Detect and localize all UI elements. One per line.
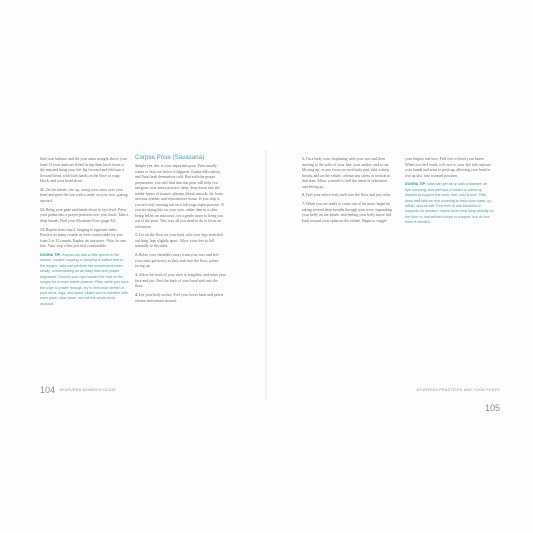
right-folio — [400, 381, 500, 417]
step-text: Relax your shoulders away from your ears and feel your arms get heavy as they sink into the floor, palms facing up. — [135, 253, 219, 269]
step-text: Repeat from step 2, lunging to opposite sides. Practice as many rounds as feels comfortable for you from 2 to 12 rounds. Kapha, do one more. Pitta, do one less. Vata, stop when you feel comfortable. — [40, 227, 126, 249]
section-heading: Corpse Pose (Savasana) — [135, 154, 205, 161]
running-head: AYURVEDA PRACTICES AND YOGA POSES — [416, 387, 500, 392]
left-page-column-2 — [135, 154, 226, 307]
step-text: Bring your gaze and hands down to eye level. Press your palms into a prayer position over your heart. Take a deep breath. Find your Mountain Pose (page 94). — [40, 207, 129, 223]
left-page — [0, 0, 266, 533]
paragraph: Simple yes, this is your important pose. Pitta usually wants to skip out before it happens. Kapha falls asleep, and Vata finds themselves cold. But with the proper preparation, you will find that this pose will help you integrate your entire practice deep, deep down into the tender layers of tissues: plasma, blood, muscle, fat, bone, nervous system, and reproductive tissue. If you skip it, you are truly missing out on a full yoga asana practice. If you are doing this on your own, rather than in a class being led by an instructor, set a gentle timer to bring you out of the pose. This way all you need to do is focus on relaxation. — [135, 164, 224, 229]
page-number: 105 — [484, 402, 500, 413]
right-page-column-1 — [302, 157, 392, 228]
step-text: Lie on the floor on your back with your legs stretched out long, legs slightly apart. Allow your feet to fall naturally to the sides. — [135, 233, 223, 249]
paragraph: find your balance and lift your arms straight above your head. If your arms are lifted, bring them back down to the mat and bring your left leg forward and fold into a forward bend, with both hands on the floor or yoga block, and your head down. — [40, 157, 127, 183]
step-5 — [302, 157, 392, 190]
step-number: 6. — [302, 193, 305, 198]
step-text: On the inhale, rise up, swing your arms over your head and greet the sun with a smile on your face, gazing upward. — [40, 187, 128, 203]
dosha-tip — [405, 182, 494, 225]
step-text: On a body scan, beginning with your toes and then moving to the soles of your feet, your ankles, and so on. Moving up, as you focus on each body part, take a deep breath, and on the exhale, release any stress or tension in that area. Allow yourself to feel the sense of relaxation and letting go. — [302, 157, 391, 189]
step-number: 5. — [302, 157, 305, 161]
step-13 — [40, 228, 129, 250]
step-number: 1. — [135, 233, 138, 238]
step-6 — [302, 193, 392, 199]
dosha-tip-text: Vata can get all up with a blanket, an eye covering, and perhaps a folded or rolled up blanket to support the neck, feet, and knees. Pitta does well with an eye covering to help slow down, go within, and be still. Feel free to use blankets or supports as needed. Kapha does best lying directly on the floor or mat without props or support, but do use them if needed. — [405, 182, 494, 225]
step-text: Let your body soften. Feel your lower back and pelvis release and remain neutral. — [135, 293, 224, 303]
dosha-tip — [40, 253, 129, 307]
step-number: 7. — [302, 202, 305, 207]
left-page-column-1 — [40, 157, 129, 311]
step-2 — [135, 253, 226, 270]
dosha-tip-text: Kapha can add a little speed to the routine, maybe hopping or jumping to switch feet in the lunges. Vata can perform the movements more slowly, concentrating on an easy flow and proper alignment. Ground your hips toward the mat on the lunges for a more stable posture. Pitta, while you have the urge to power through, try to feel each stretch in your arms, legs, and spine. Make sure to breathe with each pose, slow down, and let the whole body workout. — [40, 253, 129, 306]
step-text: Allow the back of your neck to lengthen, and relax your face and jaw. Feel the back of your head sink into the floor. — [135, 273, 226, 289]
right-page-column-2 — [405, 157, 494, 229]
dosha-tip-label: DOSHA TIP: — [40, 253, 62, 258]
step-number: 2. — [135, 253, 138, 258]
step-text: When you are ready to come out of the pose, begin by taking several deep breaths through your nose, expanding your belly on the inhale, and feeling your belly move fall back toward your spine on the exhale. Begin to wiggle — [302, 202, 392, 223]
step-number: 4. — [135, 293, 138, 298]
running-head: AYURVEDA WOMEN'S GUIDE — [59, 387, 116, 392]
page-number: 104 — [40, 384, 56, 395]
step-12 — [40, 208, 129, 225]
step-11 — [40, 188, 129, 205]
paragraph: your fingers and toes. Feel free to bend your knees. When you feel ready, roll over to your left side and use your hands and arms to push up, allowing your head to rise up last, into a seated position. — [405, 157, 491, 178]
step-number: 12. — [40, 207, 45, 212]
step-7 — [302, 202, 392, 224]
dosha-tip-label: DOSHA TIP: — [405, 182, 427, 187]
step-number: 11. — [40, 187, 45, 192]
step-4 — [135, 293, 226, 304]
step-3 — [135, 273, 226, 290]
step-number: 13. — [40, 227, 45, 232]
step-text: Feel your entire body melt into the floor and just relax. — [305, 193, 392, 198]
step-1 — [135, 233, 226, 250]
left-folio — [40, 381, 116, 399]
step-number: 3. — [135, 273, 138, 278]
right-page — [267, 0, 533, 533]
